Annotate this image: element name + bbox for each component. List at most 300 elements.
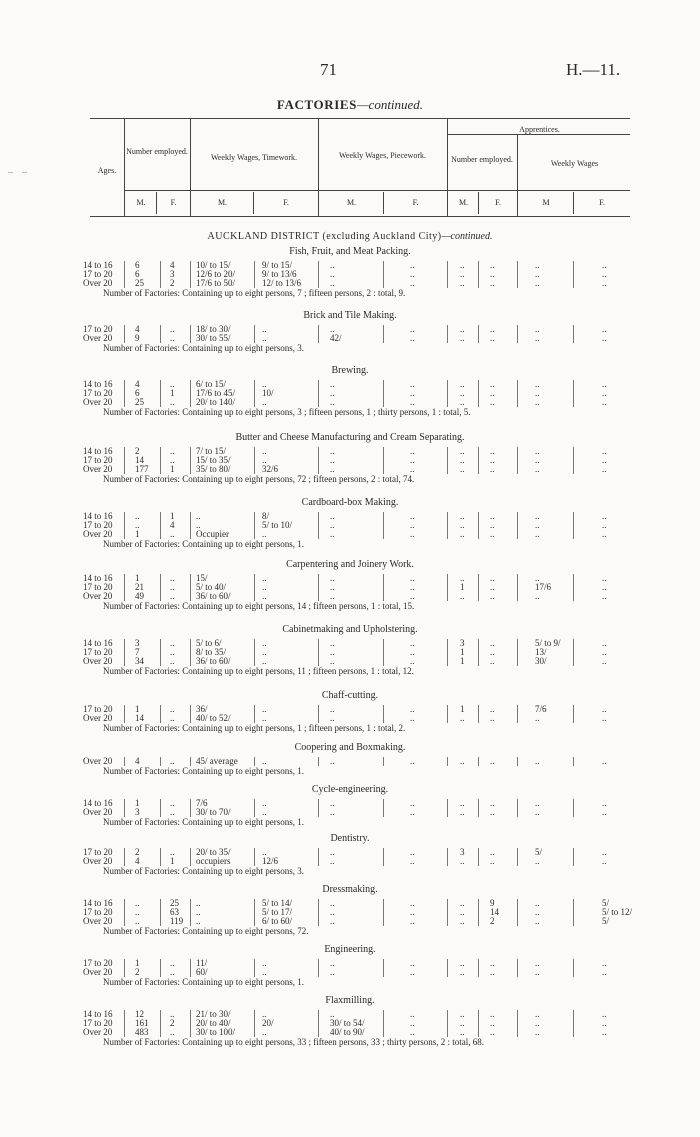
cell-wf: .. xyxy=(602,278,607,288)
cell-wf: .. xyxy=(602,967,607,977)
cell-tf: .. xyxy=(262,647,267,657)
cell-tm: 10/ to 15/ xyxy=(196,260,231,270)
title-continued: —continued. xyxy=(356,97,424,112)
cell-wf: .. xyxy=(602,397,607,407)
cell-f: .. xyxy=(170,455,175,465)
cell-af: .. xyxy=(490,1009,495,1019)
cell-pf: .. xyxy=(410,324,415,334)
factory-count-note: Number of Factories: Containing up to eight persons, 11 ; fifteen persons, 1 : total, 12. xyxy=(103,666,414,676)
cell-m: 6 xyxy=(135,260,140,270)
section-rows xyxy=(0,705,700,723)
column-rule xyxy=(478,325,479,343)
column-rule xyxy=(160,757,161,766)
column-rule xyxy=(447,705,448,723)
header-m: M. xyxy=(217,198,228,207)
cell-af: .. xyxy=(490,269,495,279)
cell-f: .. xyxy=(170,958,175,968)
cell-f: 119 xyxy=(170,916,184,926)
column-rule xyxy=(478,1010,479,1037)
column-rule xyxy=(124,325,125,343)
cell-am: 3 xyxy=(460,847,465,857)
cell-pf: .. xyxy=(410,582,415,592)
cell-tm: 36/ to 60/ xyxy=(196,656,231,666)
cell-age: 17 to 20 xyxy=(83,582,113,592)
column-rule xyxy=(190,799,191,817)
cell-f: .. xyxy=(170,847,175,857)
column-rule xyxy=(190,1010,191,1037)
cell-m: 2 xyxy=(135,967,140,977)
header-rule-mid xyxy=(124,190,630,191)
column-rule xyxy=(383,705,384,723)
cell-am: 1 xyxy=(460,704,465,714)
cell-age: 14 to 16 xyxy=(83,511,113,521)
header-f: F. xyxy=(283,198,289,207)
cell-age: Over 20 xyxy=(83,756,113,766)
cell-m: 1 xyxy=(135,529,140,539)
header-f: F. xyxy=(495,198,501,207)
cell-f: 2 xyxy=(170,278,175,288)
column-rule xyxy=(254,512,255,539)
cell-tf: .. xyxy=(262,1009,267,1019)
cell-pm: .. xyxy=(330,638,335,648)
cell-age: 14 to 16 xyxy=(83,1009,113,1019)
header-app-number: Number employed. xyxy=(451,155,513,164)
cell-age: 17 to 20 xyxy=(83,647,113,657)
column-rule xyxy=(478,705,479,723)
column-rule xyxy=(383,1010,384,1037)
page-number: 71 xyxy=(320,60,337,79)
cell-m: 4 xyxy=(135,379,140,389)
cell-m: 4 xyxy=(135,324,140,334)
section-title: Carpentering and Joinery Work. xyxy=(286,559,414,570)
cell-tm: Occupier xyxy=(196,529,229,539)
cell-age: 17 to 20 xyxy=(83,704,113,714)
cell-wf: .. xyxy=(602,1027,607,1037)
cell-age: Over 20 xyxy=(83,967,113,977)
column-rule xyxy=(447,1010,448,1037)
cell-tf: .. xyxy=(262,798,267,808)
cell-tf: .. xyxy=(262,958,267,968)
column-rule xyxy=(190,574,191,601)
cell-wf: .. xyxy=(602,333,607,343)
cell-f: .. xyxy=(170,656,175,666)
cell-pm: .. xyxy=(330,798,335,808)
factory-count-note: Number of Factories: Containing up to eight persons, 7 ; fifteen persons, 2 : total, 9. xyxy=(103,288,406,298)
cell-f: .. xyxy=(170,591,175,601)
column-rule xyxy=(447,380,448,407)
cell-am: .. xyxy=(460,967,465,977)
column-rule xyxy=(517,261,518,288)
column-rule xyxy=(478,799,479,817)
column-rule xyxy=(573,705,574,723)
cell-m: 4 xyxy=(135,856,140,866)
column-rule xyxy=(124,757,125,766)
cell-tf: .. xyxy=(262,713,267,723)
cell-tm: 12/6 to 20/ xyxy=(196,269,236,279)
cell-pf: .. xyxy=(410,591,415,601)
header-f: F. xyxy=(412,198,419,207)
header-divider xyxy=(124,118,125,216)
cell-af: 2 xyxy=(490,916,495,926)
cell-tf: .. xyxy=(262,529,267,539)
column-rule xyxy=(254,1010,255,1037)
column-rule xyxy=(447,512,448,539)
column-rule xyxy=(517,447,518,474)
column-rule xyxy=(447,899,448,926)
cell-tf: .. xyxy=(262,379,267,389)
cell-af: .. xyxy=(490,591,495,601)
cell-wf: .. xyxy=(602,1018,607,1028)
cell-af: .. xyxy=(490,656,495,666)
column-rule xyxy=(573,848,574,866)
cell-f: 4 xyxy=(170,260,175,270)
cell-tm: 18/ to 30/ xyxy=(196,324,231,334)
cell-tm: 5/ to 40/ xyxy=(196,582,227,592)
cell-wm: .. xyxy=(535,958,540,968)
cell-age: 14 to 16 xyxy=(83,898,113,908)
cell-am: .. xyxy=(460,916,465,926)
cell-wm: .. xyxy=(535,907,540,917)
table-row xyxy=(0,530,700,539)
column-rule xyxy=(573,512,574,539)
column-rule xyxy=(160,380,161,407)
column-rule xyxy=(573,574,574,601)
column-rule xyxy=(517,899,518,926)
cell-am: .. xyxy=(460,907,465,917)
column-rule xyxy=(190,380,191,407)
column-rule xyxy=(124,899,125,926)
cell-pf: .. xyxy=(410,656,415,666)
column-rule xyxy=(383,639,384,666)
cell-f: .. xyxy=(170,756,175,766)
column-rule xyxy=(318,380,319,407)
cell-wm: .. xyxy=(535,520,540,530)
cell-wf: .. xyxy=(602,958,607,968)
table-row xyxy=(0,968,700,977)
cell-m: 34 xyxy=(135,656,144,666)
column-rule xyxy=(383,899,384,926)
cell-wm: 5/ xyxy=(535,847,543,857)
column-rule xyxy=(254,959,255,977)
section-title: Coopering and Boxmaking. xyxy=(294,742,406,753)
cell-wf: .. xyxy=(602,713,607,723)
cell-am: .. xyxy=(460,856,465,866)
cell-af: .. xyxy=(490,573,495,583)
cell-pm: .. xyxy=(330,807,335,817)
cell-age: 17 to 20 xyxy=(83,907,113,917)
cell-wm: .. xyxy=(535,1009,540,1019)
cell-m: 1 xyxy=(135,573,140,583)
cell-f: .. xyxy=(170,324,175,334)
section-rows xyxy=(0,261,700,288)
cell-tf: .. xyxy=(262,446,267,456)
cell-af: .. xyxy=(490,713,495,723)
cell-pf: .. xyxy=(410,856,415,866)
cell-tf: .. xyxy=(262,807,267,817)
column-rule xyxy=(383,848,384,866)
cell-pm: .. xyxy=(330,647,335,657)
cell-pm: .. xyxy=(330,520,335,530)
cell-pm: .. xyxy=(330,278,335,288)
cell-age: 17 to 20 xyxy=(83,520,113,530)
cell-am: .. xyxy=(460,446,465,456)
cell-tf: .. xyxy=(262,333,267,343)
column-rule xyxy=(383,261,384,288)
cell-f: 63 xyxy=(170,907,179,917)
cell-tf: 12/6 xyxy=(262,856,279,866)
cell-pf: .. xyxy=(410,388,415,398)
cell-pm: .. xyxy=(330,324,335,334)
cell-age: 17 to 20 xyxy=(83,847,113,857)
cell-af: .. xyxy=(490,333,495,343)
cell-m: .. xyxy=(135,511,140,521)
column-rule xyxy=(573,959,574,977)
cell-age: 17 to 20 xyxy=(83,324,113,334)
header-m: M xyxy=(542,198,550,207)
section-rows xyxy=(0,1010,700,1037)
column-rule xyxy=(124,380,125,407)
table-row xyxy=(0,657,700,666)
cell-am: .. xyxy=(460,573,465,583)
cell-pm: .. xyxy=(330,582,335,592)
header-weekly-piecework: Weekly Wages, Piecework. xyxy=(339,151,426,160)
cell-age: 14 to 16 xyxy=(83,573,113,583)
cell-wm: .. xyxy=(535,1018,540,1028)
cell-pf: .. xyxy=(410,1018,415,1028)
cell-pm: .. xyxy=(330,898,335,908)
cell-m: 12 xyxy=(135,1009,144,1019)
cell-f: .. xyxy=(170,713,175,723)
column-rule xyxy=(478,959,479,977)
factory-count-note: Number of Factories: Containing up to eight persons, 1. xyxy=(103,977,304,987)
column-rule xyxy=(318,848,319,866)
column-rule xyxy=(517,325,518,343)
column-rule xyxy=(517,705,518,723)
cell-age: Over 20 xyxy=(83,1027,113,1037)
column-rule xyxy=(383,757,384,766)
cell-tf: .. xyxy=(262,656,267,666)
cell-pf: .. xyxy=(410,647,415,657)
cell-tm: 30/ to 100/ xyxy=(196,1027,236,1037)
cell-wf: 5/ xyxy=(602,916,610,926)
cell-tf: 5/ to 17/ xyxy=(262,907,293,917)
column-rule xyxy=(573,899,574,926)
cell-m: 177 xyxy=(135,464,149,474)
cell-m: 4 xyxy=(135,756,140,766)
column-rule xyxy=(124,959,125,977)
cell-tm: 30/ to 55/ xyxy=(196,333,231,343)
cell-pm: .. xyxy=(330,591,335,601)
cell-m: 3 xyxy=(135,638,140,648)
cell-wf: .. xyxy=(602,807,607,817)
cell-tm: 45/ average xyxy=(196,756,238,766)
cell-m: 7 xyxy=(135,647,140,657)
cell-wf: .. xyxy=(602,847,607,857)
cell-pf: .. xyxy=(410,907,415,917)
header-weekly-timework: Weekly Wages, Timework. xyxy=(210,153,298,162)
cell-pm: .. xyxy=(330,756,335,766)
cell-af: .. xyxy=(490,464,495,474)
cell-wm: .. xyxy=(535,967,540,977)
cell-pf: .. xyxy=(410,704,415,714)
column-rule xyxy=(517,512,518,539)
cell-wm: .. xyxy=(535,573,540,583)
header-m: M. xyxy=(458,198,469,207)
factory-count-note: Number of Factories: Containing up to eight persons, 1. xyxy=(103,766,304,776)
cell-tm: 20/ to 140/ xyxy=(196,397,236,407)
cell-af: .. xyxy=(490,798,495,808)
cell-am: .. xyxy=(460,898,465,908)
cell-f: .. xyxy=(170,529,175,539)
cell-pm: .. xyxy=(330,379,335,389)
cell-wm: .. xyxy=(535,856,540,866)
column-rule xyxy=(254,325,255,343)
column-rule xyxy=(190,959,191,977)
cell-af: .. xyxy=(490,520,495,530)
cell-tf: .. xyxy=(262,397,267,407)
cell-age: Over 20 xyxy=(83,529,113,539)
cell-m: .. xyxy=(135,916,140,926)
column-rule xyxy=(254,899,255,926)
column-rule xyxy=(573,325,574,343)
section-rows xyxy=(0,848,700,866)
section-rows xyxy=(0,380,700,407)
section-rows xyxy=(0,899,700,926)
cell-af: .. xyxy=(490,529,495,539)
column-rule xyxy=(478,899,479,926)
section-rows xyxy=(0,757,700,766)
cell-pf: .. xyxy=(410,573,415,583)
cell-pf: .. xyxy=(410,958,415,968)
column-rule xyxy=(517,639,518,666)
cell-wm: 7/6 xyxy=(535,704,547,714)
column-rule xyxy=(517,757,518,766)
cell-m: 49 xyxy=(135,591,144,601)
cell-am: .. xyxy=(460,1009,465,1019)
cell-am: .. xyxy=(460,529,465,539)
cell-m: 2 xyxy=(135,446,140,456)
margin-mark: – xyxy=(8,167,13,178)
cell-tf: 6/ to 60/ xyxy=(262,916,293,926)
cell-age: 14 to 16 xyxy=(83,798,113,808)
cell-pf: .. xyxy=(410,397,415,407)
column-rule xyxy=(318,705,319,723)
cell-am: .. xyxy=(460,455,465,465)
cell-m: 1 xyxy=(135,958,140,968)
table-row xyxy=(0,465,700,474)
cell-af: .. xyxy=(490,582,495,592)
cell-tm: 11/ xyxy=(196,958,208,968)
column-rule xyxy=(190,447,191,474)
factory-count-note: Number of Factories: Containing up to eight persons, 1. xyxy=(103,539,304,549)
column-rule xyxy=(573,799,574,817)
cell-tm: 8/ to 35/ xyxy=(196,647,227,657)
column-rule xyxy=(254,447,255,474)
factory-count-note: Number of Factories: Containing up to eight persons, 3 ; fifteen persons, 1 ; thirty persons, 1 : total, 5. xyxy=(103,407,471,417)
column-rule xyxy=(318,447,319,474)
cell-wf: .. xyxy=(602,704,607,714)
cell-f: .. xyxy=(170,333,175,343)
table-row xyxy=(0,334,700,343)
cell-am: .. xyxy=(460,591,465,601)
table-row xyxy=(0,279,700,288)
column-rule xyxy=(447,325,448,343)
cell-tm: .. xyxy=(196,520,201,530)
factory-count-note: Number of Factories: Containing up to eight persons, 3. xyxy=(103,866,304,876)
header-divider xyxy=(447,118,448,216)
section-title: Brick and Tile Making. xyxy=(303,310,397,321)
column-rule xyxy=(573,1010,574,1037)
cell-pf: .. xyxy=(410,464,415,474)
cell-af: .. xyxy=(490,958,495,968)
cell-wm: .. xyxy=(535,529,540,539)
cell-am: .. xyxy=(460,1027,465,1037)
cell-age: Over 20 xyxy=(83,397,113,407)
cell-am: .. xyxy=(460,958,465,968)
cell-wm: .. xyxy=(535,269,540,279)
factory-count-note: Number of Factories: Containing up to eight persons, 3. xyxy=(103,343,304,353)
column-rule xyxy=(447,574,448,601)
cell-af: .. xyxy=(490,379,495,389)
column-rule xyxy=(124,261,125,288)
cell-wf: .. xyxy=(602,756,607,766)
table-row xyxy=(0,714,700,723)
cell-tf: .. xyxy=(262,847,267,857)
cell-am: .. xyxy=(460,379,465,389)
column-rule xyxy=(190,512,191,539)
column-rule xyxy=(573,639,574,666)
cell-age: Over 20 xyxy=(83,916,113,926)
cell-wm: .. xyxy=(535,464,540,474)
cell-pf: .. xyxy=(410,967,415,977)
column-rule xyxy=(318,261,319,288)
cell-am: 3 xyxy=(460,638,465,648)
cell-tm: 35/ to 80/ xyxy=(196,464,231,474)
table-row xyxy=(0,857,700,866)
cell-wm: .. xyxy=(535,713,540,723)
column-rule xyxy=(124,447,125,474)
cell-wf: .. xyxy=(602,455,607,465)
cell-wm: 5/ to 9/ xyxy=(535,638,561,648)
column-rule xyxy=(160,848,161,866)
cell-tm: 17/6 to 45/ xyxy=(196,388,236,398)
cell-pf: .. xyxy=(410,638,415,648)
section-title: Flaxmilling. xyxy=(325,995,375,1006)
cell-wf: .. xyxy=(602,388,607,398)
column-rule xyxy=(190,639,191,666)
factory-count-note: Number of Factories: Containing up to eight persons, 72 ; fifteen persons, 2 : total, 74. xyxy=(103,474,415,484)
column-rule xyxy=(190,899,191,926)
cell-af: .. xyxy=(490,260,495,270)
column-rule xyxy=(254,757,255,766)
cell-tf: 10/ xyxy=(262,388,274,398)
column-rule xyxy=(478,447,479,474)
cell-am: .. xyxy=(460,278,465,288)
cell-m: 3 xyxy=(135,807,140,817)
cell-tm: 15/ xyxy=(196,573,208,583)
cell-age: 14 to 16 xyxy=(83,638,113,648)
column-rule xyxy=(447,447,448,474)
cell-pm: .. xyxy=(330,511,335,521)
column-rule xyxy=(124,639,125,666)
cell-m: 14 xyxy=(135,455,144,465)
cell-age: Over 20 xyxy=(83,856,113,866)
column-rule xyxy=(318,1010,319,1037)
cell-pf: .. xyxy=(410,847,415,857)
column-rule xyxy=(160,639,161,666)
cell-af: .. xyxy=(490,511,495,521)
table-row xyxy=(0,1028,700,1037)
